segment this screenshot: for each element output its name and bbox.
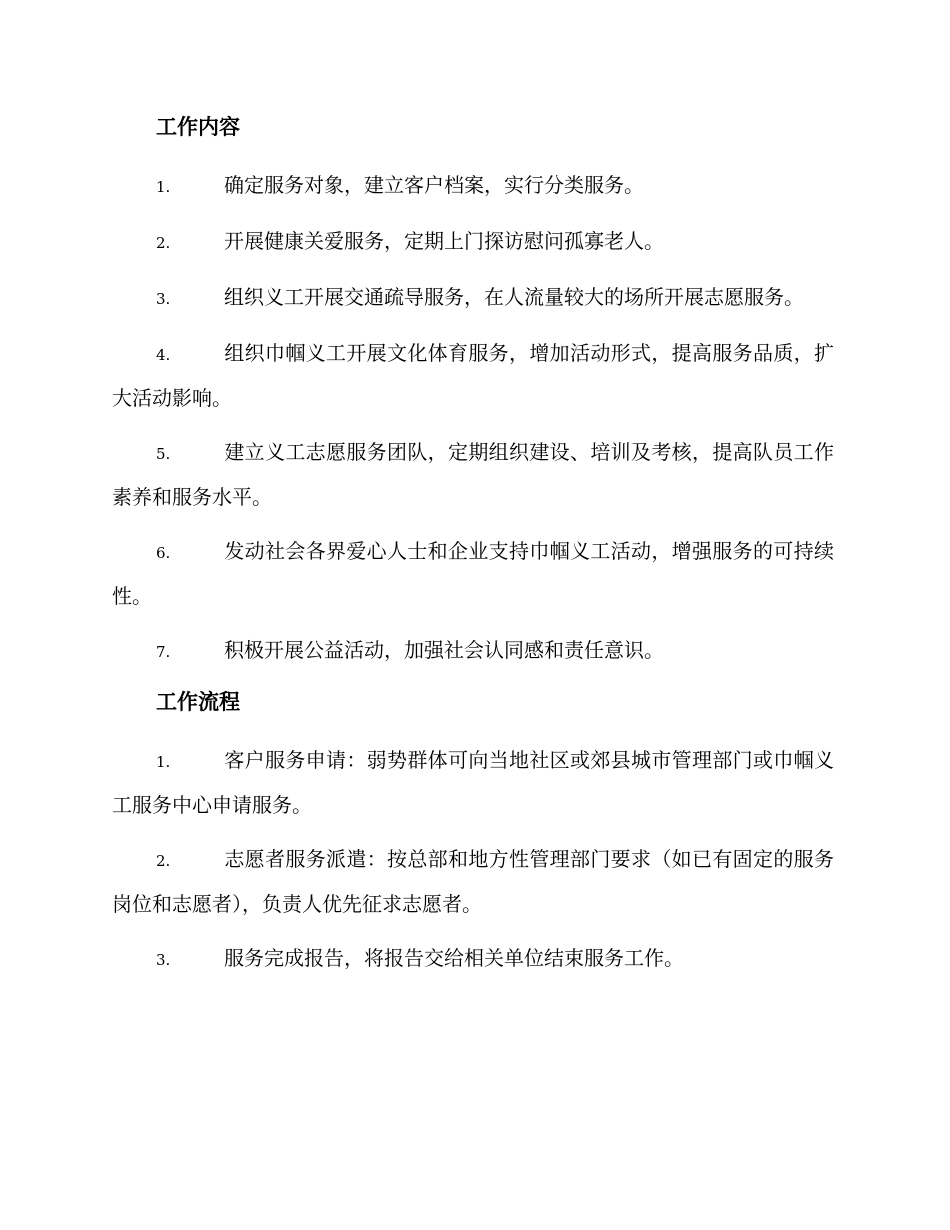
list-item: [112, 164, 834, 209]
list-item: [112, 937, 834, 982]
list-item: [112, 629, 834, 674]
list-item-number: 7.: [156, 643, 171, 661]
list-item-text: 开展健康关爱服务，定期上门探访慰问孤寡老人。: [224, 229, 664, 253]
section-heading-workflow: 工作流程: [156, 689, 240, 714]
document-body: [112, 110, 834, 993]
list-item-text: 组织义工开展交通疏导服务，在人流量较大的场所开展志愿服务。: [224, 285, 804, 309]
list-item-text: 建立义工志愿服务团队，定期组织建设、培训及考核，提高队员工作素养和服务水平。: [112, 440, 834, 509]
list-item-number: 5.: [156, 445, 171, 463]
list-item-number: 2.: [156, 234, 171, 252]
list-item-number: 3.: [156, 290, 171, 308]
list-item-text: 确定服务对象，建立客户档案，实行分类服务。: [224, 173, 644, 197]
list-item-text: 组织巾帼义工开展文化体育服务，增加活动形式，提高服务品质，扩大活动影响。: [112, 341, 834, 410]
list-item: [112, 332, 834, 420]
list-item-number: 4.: [156, 346, 171, 364]
list-item-text: 服务完成报告，将报告交给相关单位结束服务工作。: [224, 946, 684, 970]
list-item: [112, 530, 834, 618]
list-item-text: 发动社会各界爱心人士和企业支持巾帼义工活动，增强服务的可持续性。: [112, 539, 834, 608]
list-item-text: 积极开展公益活动，加强社会认同感和责任意识。: [224, 638, 664, 662]
list-item: [112, 220, 834, 265]
list-item-text: 客户服务申请：弱势群体可向当地社区或郊县城市管理部门或巾帼义工服务中心申请服务。: [112, 748, 834, 817]
list-item: [112, 739, 834, 827]
list-item: [112, 838, 834, 926]
list-item-number: 1.: [156, 178, 171, 196]
section-heading-work-content: 工作内容: [156, 114, 240, 139]
list-item: [112, 431, 834, 519]
list-item-number: 6.: [156, 544, 171, 562]
list-item-number: 3.: [156, 951, 171, 969]
list-item-number: 2.: [156, 852, 171, 870]
list-item-text: 志愿者服务派遣：按总部和地方性管理部门要求（如已有固定的服务岗位和志愿者），负责人优先征求志愿者。: [112, 847, 834, 916]
list-item: [112, 276, 834, 321]
list-item-number: 1.: [156, 753, 171, 771]
